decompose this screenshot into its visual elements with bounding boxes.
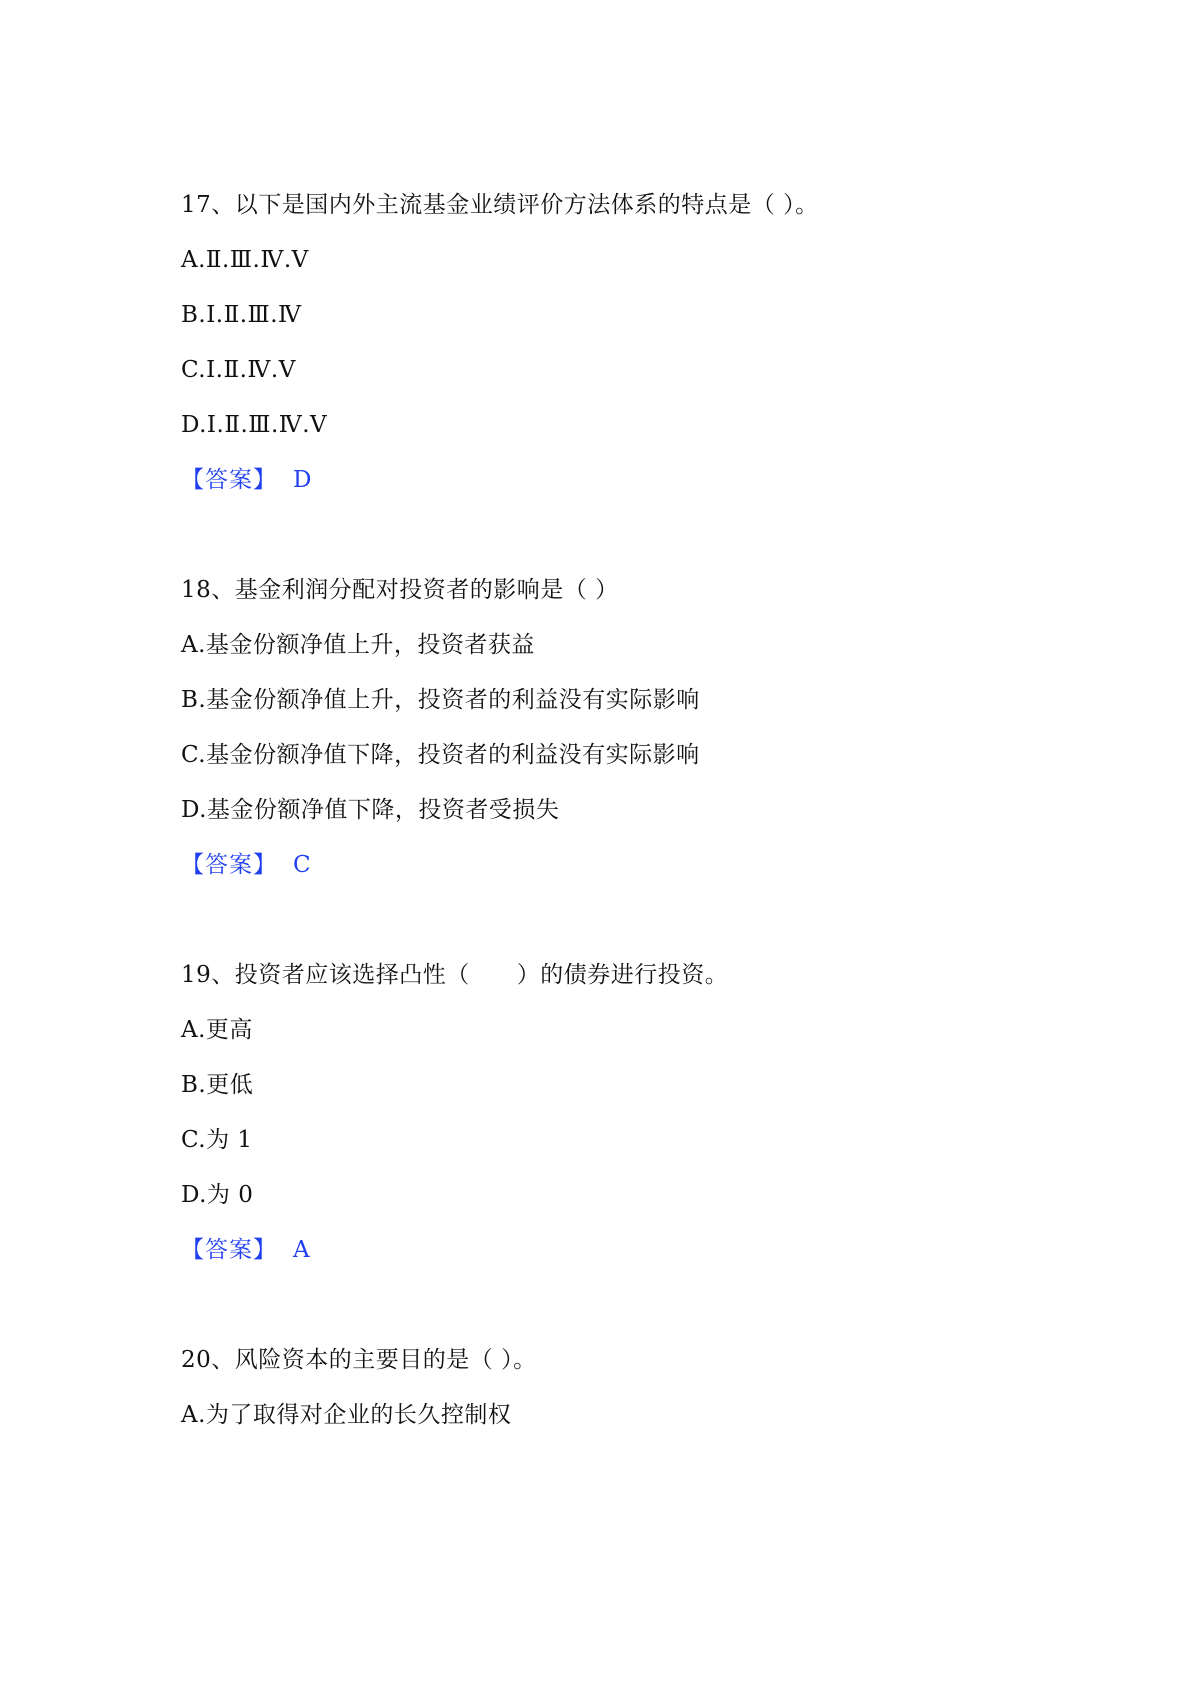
question-20-option-a: A.为了取得对企业的长久控制权 [181, 1402, 512, 1428]
question-20-stem: 20、风险资本的主要目的是（ ）。 [181, 1347, 537, 1373]
question-17-option-d: D.Ⅰ.Ⅱ.Ⅲ.Ⅳ.Ⅴ [181, 412, 328, 438]
answer-value: A [293, 1237, 311, 1263]
question-19-stem: 19、投资者应该选择凸性（ ）的债券进行投资。 [181, 962, 729, 988]
question-17-option-c: C.Ⅰ.Ⅱ.Ⅳ.Ⅴ [181, 357, 296, 383]
question-17-answer [181, 465, 312, 495]
question-18-option-a: A.基金份额净值上升，投资者获益 [181, 632, 535, 658]
answer-value: D [293, 467, 312, 493]
question-17-stem: 17、以下是国内外主流基金业绩评价方法体系的特点是（ ）。 [181, 192, 819, 218]
question-19-option-d: D.为 0 [181, 1182, 254, 1208]
question-19-option-a: A.更高 [181, 1017, 253, 1043]
question-18-stem: 18、基金利润分配对投资者的影响是（ ） [181, 577, 619, 603]
question-17-option-b: B.Ⅰ.Ⅱ.Ⅲ.Ⅳ [181, 302, 302, 328]
question-19-option-c: C.为 1 [181, 1127, 253, 1153]
question-18-option-d: D.基金份额净值下降，投资者受损失 [181, 797, 560, 823]
question-18-option-b: B.基金份额净值上升，投资者的利益没有实际影响 [181, 687, 700, 713]
question-17-option-a: A.Ⅱ.Ⅲ.Ⅳ.Ⅴ [181, 247, 309, 273]
answer-label: 【答案】 [181, 852, 277, 878]
answer-value: C [293, 852, 312, 878]
question-19-option-b: B.更低 [181, 1072, 254, 1098]
answer-label: 【答案】 [181, 467, 277, 493]
question-18-option-c: C.基金份额净值下降，投资者的利益没有实际影响 [181, 742, 700, 768]
question-18-answer [181, 850, 311, 880]
answer-label: 【答案】 [181, 1237, 277, 1263]
question-19-answer [181, 1235, 310, 1265]
